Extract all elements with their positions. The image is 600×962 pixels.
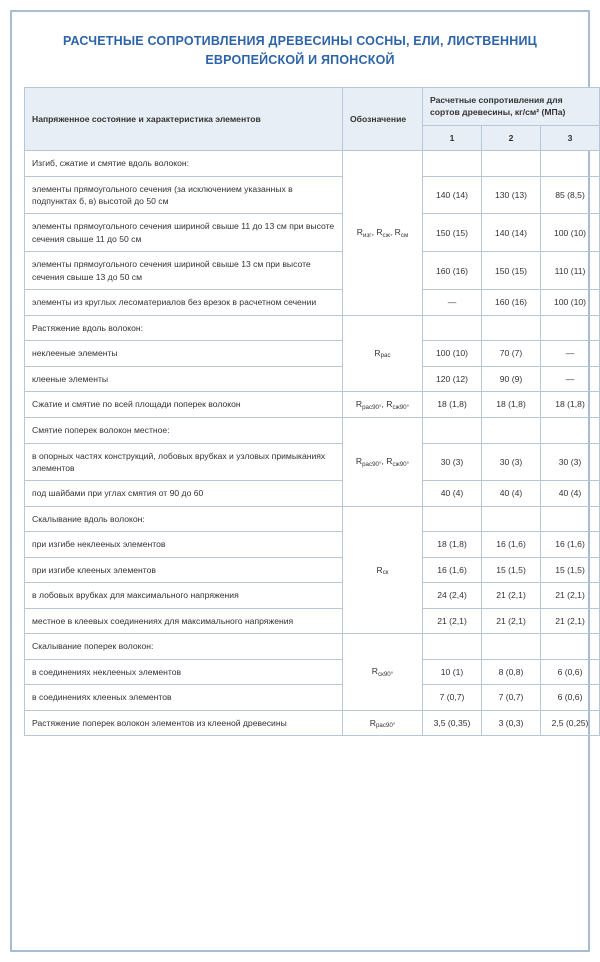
- row-value-grade-2: 40 (4): [482, 481, 541, 506]
- header-grade-2: 2: [482, 125, 541, 150]
- row-value-grade-2: [482, 315, 541, 340]
- row-symbol: $R_{изг}$, $R_{сж}$, $R_{см}$: [343, 151, 423, 316]
- row-value-grade-1: 160 (16): [423, 252, 482, 290]
- row-value-grade-1: 100 (10): [423, 341, 482, 366]
- row-group-label: Скалывание поперек волокон:: [25, 634, 343, 659]
- row-label: в соединениях клееных элементов: [25, 685, 343, 710]
- table-row: [25, 392, 600, 418]
- row-value-grade-2: [482, 151, 541, 176]
- row-label: Сжатие и смятие по всей площади поперек волокон: [25, 392, 343, 418]
- resistance-table: [24, 87, 600, 737]
- table-header-row-1: [25, 87, 600, 125]
- row-label: при изгибе неклееных элементов: [25, 532, 343, 557]
- row-value-grade-1: 21 (2,1): [423, 608, 482, 633]
- row-value-grade-2: 7 (0,7): [482, 685, 541, 710]
- row-value-grade-1: [423, 506, 482, 531]
- row-label: элементы прямоугольного сечения шириной свыше 13 см при высоте сечения свыше 13 до 50 см: [25, 252, 343, 290]
- row-value-grade-2: 21 (2,1): [482, 583, 541, 608]
- row-value-grade-3: 6 (0,6): [541, 659, 600, 684]
- row-value-grade-2: 30 (3): [482, 443, 541, 481]
- row-label: неклееные элементы: [25, 341, 343, 366]
- row-symbol: $R_{ск}$: [343, 506, 423, 633]
- row-value-grade-3: 110 (11): [541, 252, 600, 290]
- row-value-grade-3: [541, 315, 600, 340]
- row-value-grade-2: [482, 506, 541, 531]
- header-resistances: Расчетные сопротивления для сортов древесины, кг/см² (МПа): [423, 87, 600, 125]
- row-value-grade-1: 120 (12): [423, 366, 482, 391]
- row-symbol: $R_{рас}$: [343, 315, 423, 391]
- row-value-grade-1: [423, 418, 482, 443]
- row-label: элементы из круглых лесоматериалов без врезок в расчетном сечении: [25, 290, 343, 315]
- page-title: РАСЧЕТНЫЕ СОПРОТИВЛЕНИЯ ДРЕВЕСИНЫ СОСНЫ, ЕЛИ, ЛИСТВЕННИЦ ЕВРОПЕЙСКОЙ И ЯПОНСКОЙ: [63, 34, 537, 68]
- table-row: [25, 506, 600, 531]
- row-value-grade-3: 18 (1,8): [541, 392, 600, 418]
- row-value-grade-1: —: [423, 290, 482, 315]
- row-value-grade-3: 16 (1,6): [541, 532, 600, 557]
- row-label: элементы прямоугольного сечения шириной свыше 11 до 13 см при высоте сечения свыше 11 до 50 см: [25, 214, 343, 252]
- row-group-label: Смятие поперек волокон местное:: [25, 418, 343, 443]
- row-value-grade-3: 6 (0,6): [541, 685, 600, 710]
- row-value-grade-2: [482, 634, 541, 659]
- table-row: [25, 176, 600, 214]
- row-value-grade-2: 150 (15): [482, 252, 541, 290]
- row-value-grade-3: —: [541, 341, 600, 366]
- table-body: [25, 151, 600, 736]
- row-value-grade-2: 70 (7): [482, 341, 541, 366]
- row-label: в соединениях неклееных элементов: [25, 659, 343, 684]
- row-group-label: Скалывание вдоль волокон:: [25, 506, 343, 531]
- table-row: [25, 659, 600, 684]
- row-value-grade-3: 85 (8,5): [541, 176, 600, 214]
- table-head: [25, 87, 600, 150]
- row-symbol: $R_{рас90^\circ}$: [343, 710, 423, 736]
- row-value-grade-3: 30 (3): [541, 443, 600, 481]
- table-row: [25, 290, 600, 315]
- row-label: под шайбами при углах смятия от 90 до 60: [25, 481, 343, 506]
- row-value-grade-2: 130 (13): [482, 176, 541, 214]
- row-value-grade-3: 21 (2,1): [541, 583, 600, 608]
- row-value-grade-2: 3 (0,3): [482, 710, 541, 736]
- table-row: [25, 151, 600, 176]
- row-label: при изгибе клееных элементов: [25, 557, 343, 582]
- row-value-grade-1: 18 (1,8): [423, 532, 482, 557]
- row-value-grade-3: 2,5 (0,25): [541, 710, 600, 736]
- table-row: [25, 481, 600, 506]
- row-symbol: $R_{рас90^\circ}$, $R_{сж90^\circ}$: [343, 392, 423, 418]
- row-value-grade-2: 160 (16): [482, 290, 541, 315]
- row-value-grade-2: 21 (2,1): [482, 608, 541, 633]
- header-symbol: Обозначение: [343, 87, 423, 150]
- row-group-label: Изгиб, сжатие и смятие вдоль волокон:: [25, 151, 343, 176]
- row-value-grade-3: 15 (1,5): [541, 557, 600, 582]
- row-value-grade-1: [423, 634, 482, 659]
- row-value-grade-2: 18 (1,8): [482, 392, 541, 418]
- row-value-grade-2: 15 (1,5): [482, 557, 541, 582]
- row-value-grade-3: [541, 418, 600, 443]
- row-value-grade-1: 18 (1,8): [423, 392, 482, 418]
- row-value-grade-3: 100 (10): [541, 214, 600, 252]
- row-value-grade-1: 16 (1,6): [423, 557, 482, 582]
- row-label: в опорных частях конструкций, лобовых врубках и узловых примыканиях элементов: [25, 443, 343, 481]
- row-label: местное в клеевых соединениях для максимального напряжения: [25, 608, 343, 633]
- header-grade-1: 1: [423, 125, 482, 150]
- row-symbol: $R_{ск90^\circ}$: [343, 634, 423, 710]
- row-group-label: Растяжение вдоль волокон:: [25, 315, 343, 340]
- row-value-grade-1: 30 (3): [423, 443, 482, 481]
- row-value-grade-1: 150 (15): [423, 214, 482, 252]
- row-value-grade-1: [423, 151, 482, 176]
- row-value-grade-3: 21 (2,1): [541, 608, 600, 633]
- row-label: элементы прямоугольного сечения (за исключением указанных в подпунктах б, в) высотой до 50 см: [25, 176, 343, 214]
- row-value-grade-2: 16 (1,6): [482, 532, 541, 557]
- table-row: [25, 634, 600, 659]
- row-value-grade-2: 140 (14): [482, 214, 541, 252]
- row-symbol: $R_{рас90^\circ}$, $R_{сж90^\circ}$: [343, 418, 423, 507]
- row-value-grade-1: 140 (14): [423, 176, 482, 214]
- table-row: [25, 532, 600, 557]
- row-value-grade-3: [541, 634, 600, 659]
- table-row: [25, 443, 600, 481]
- row-value-grade-1: 24 (2,4): [423, 583, 482, 608]
- row-value-grade-3: —: [541, 366, 600, 391]
- table-row: [25, 214, 600, 252]
- table-row: [25, 583, 600, 608]
- row-value-grade-2: 8 (0,8): [482, 659, 541, 684]
- table-row: [25, 315, 600, 340]
- table-row: [25, 557, 600, 582]
- row-value-grade-1: [423, 315, 482, 340]
- table-row: [25, 608, 600, 633]
- row-label: клееные элементы: [25, 366, 343, 391]
- row-label: в лобовых врубках для максимального напряжения: [25, 583, 343, 608]
- row-value-grade-1: 10 (1): [423, 659, 482, 684]
- table-row: [25, 341, 600, 366]
- document-frame: [10, 10, 590, 952]
- table-row: [25, 252, 600, 290]
- row-value-grade-3: [541, 151, 600, 176]
- table-row: [25, 710, 600, 736]
- table-row: [25, 366, 600, 391]
- row-value-grade-1: 7 (0,7): [423, 685, 482, 710]
- row-value-grade-3: [541, 506, 600, 531]
- header-grade-3: 3: [541, 125, 600, 150]
- row-value-grade-2: [482, 418, 541, 443]
- row-label: Растяжение поперек волокон элементов из клееной древесины: [25, 710, 343, 736]
- table-row: [25, 685, 600, 710]
- row-value-grade-1: 40 (4): [423, 481, 482, 506]
- row-value-grade-3: 40 (4): [541, 481, 600, 506]
- row-value-grade-2: 90 (9): [482, 366, 541, 391]
- row-value-grade-1: 3,5 (0,35): [423, 710, 482, 736]
- row-value-grade-3: 100 (10): [541, 290, 600, 315]
- table-row: [25, 418, 600, 443]
- header-state-characteristic: Напряженное состояние и характеристика элементов: [25, 87, 343, 150]
